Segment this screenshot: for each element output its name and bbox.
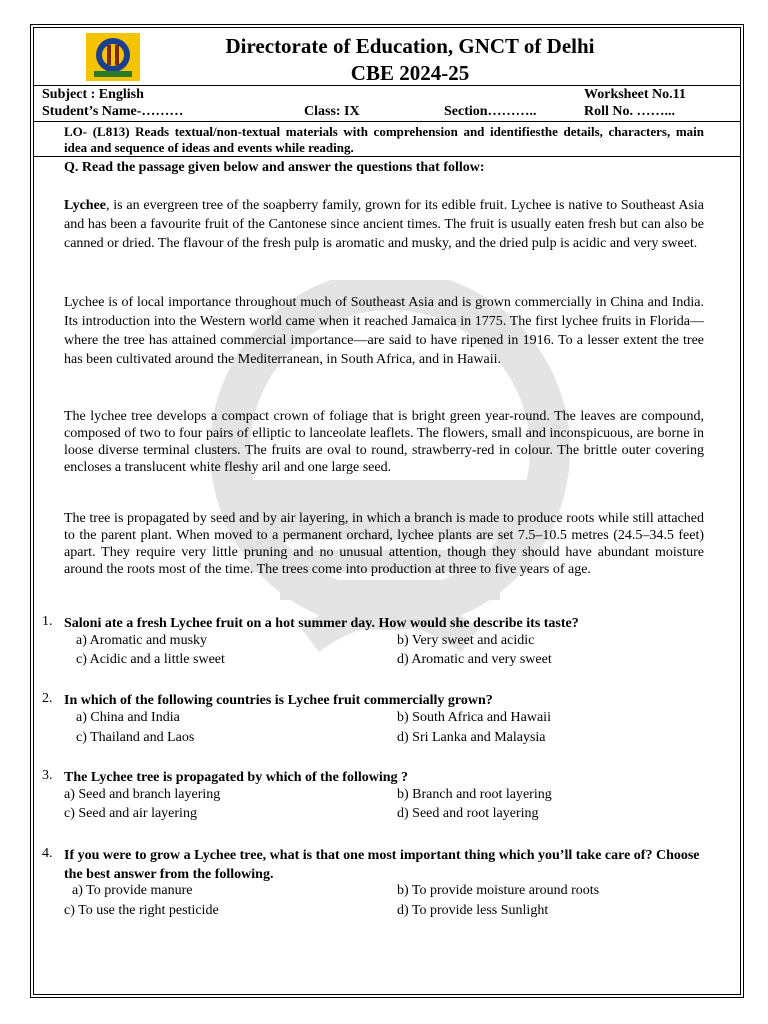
option-b: b) Very sweet and acidic	[397, 633, 535, 648]
question-text: If you were to grow a Lychee tree, what is that one most important thing which you’ll take care of? Choose the best answer from the following.	[64, 848, 700, 882]
option-b: b) To provide moisture around roots	[397, 883, 600, 898]
passage-paragraph-4: The tree is propagated by seed and by air layering, in which a branch is made to produce roots while still attached to the parent plant. When moved to a permanent orchard, lychee plants are set 7.5–10.5 metres (24.5–34.5 feet) apart. They require very little pruning and no unusual attention, though they should have abundant moisture around the roots most of the time. The trees come into production at three to five years of age.	[64, 511, 704, 577]
worksheet-label: Worksheet No.11	[584, 87, 686, 102]
option-b: b) Branch and root layering	[397, 787, 552, 802]
passage-instruction: Q. Read the passage given below and answer the questions that follow:	[64, 160, 485, 175]
question-number: 1.	[42, 614, 53, 629]
section-label: Section………..	[444, 104, 537, 119]
option-c: c) To use the right pesticide	[64, 903, 219, 918]
option-a: a) Aromatic and musky	[76, 633, 208, 648]
question-text: Saloni ate a fresh Lychee fruit on a hot summer day. How would she describe its taste?	[64, 616, 579, 631]
question-number: 2.	[42, 691, 53, 706]
org-title: Directorate of Education, GNCT of Delhi	[225, 34, 595, 58]
option-a: a) To provide manure	[72, 883, 193, 898]
question-number: 4.	[42, 846, 53, 861]
subject-label: Subject : English	[42, 87, 144, 102]
passage-paragraph-3: The lychee tree develops a compact crown of foliage that is bright green year-round. The leaves are compound, composed of two to four pairs of elliptic to lanceolate leaflets. The flowers, small and inconspicuous, are borne in loose diverse terminal clusters. The fruits are oval to round, strawberry-red in colour. The brittle outer covering encloses a translucent white fleshy aril and one large seed.	[64, 409, 704, 475]
passage-paragraph-1-text: , is an evergreen tree of the soapberry family, grown for its edible fruit. Lychee is native to Southeast Asia and has been a favourite fruit of the Cantonese since ancient times. The fruit is usually eaten fresh but can also be canned or dried. The flavour of the fresh pulp is aromatic and musky, and the dried pulp is acidic and very sweet.	[64, 198, 704, 251]
header-rule-mid	[34, 121, 740, 122]
option-d: d) Seed and root layering	[397, 806, 539, 821]
question-text: The Lychee tree is propagated by which of the following ?	[64, 770, 409, 785]
header-rule-bottom	[34, 156, 740, 157]
student-name-label: Student’s Name-………	[42, 104, 184, 119]
option-d: d) Sri Lanka and Malaysia	[397, 730, 546, 745]
option-d: d) To provide less Sunlight	[397, 903, 549, 918]
learning-outcome: LO- (L813) Reads textual/non-textual materials with comprehension and identifiesthe details, characters, main idea and sequence of ideas and events while reading.	[64, 124, 704, 155]
passage-paragraph-2: Lychee is of local importance throughout much of Southeast Asia and is grown commercially in China and India. Its introduction into the Western world came when it reached Jamaica in 1775. The first lychee fruits in Florida—where the tree has attained commercial importance—are said to have ripened in 1916. To a lesser extent the tree has been cultivated around the Mediterranean, in South Africa, and in Hawaii.	[64, 295, 704, 367]
option-b: b) South Africa and Hawaii	[397, 710, 551, 725]
option-c: c) Acidic and a little sweet	[76, 652, 225, 667]
exam-title: CBE 2024-25	[350, 61, 470, 85]
option-c: c) Thailand and Laos	[76, 730, 195, 745]
passage-keyword: Lychee	[64, 198, 106, 213]
header-rule-top	[34, 85, 740, 86]
option-c: c) Seed and air layering	[64, 806, 197, 821]
question-number: 3.	[42, 768, 53, 783]
option-a: a) Seed and branch layering	[64, 787, 221, 802]
doe-logo	[86, 33, 140, 81]
class-label: Class: IX	[304, 104, 360, 119]
question-text: In which of the following countries is Lychee fruit commercially grown?	[64, 693, 493, 708]
passage-paragraph-1	[64, 196, 704, 253]
roll-no-label: Roll No. ……...	[584, 104, 675, 119]
option-a: a) China and India	[76, 710, 180, 725]
option-d: d) Aromatic and very sweet	[397, 652, 552, 667]
